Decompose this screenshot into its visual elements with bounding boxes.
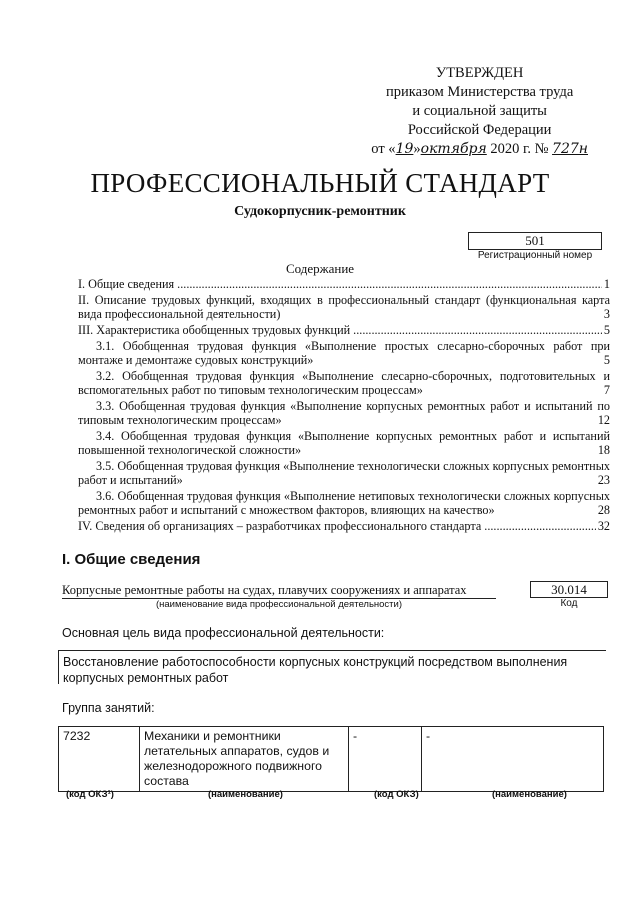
col-label-code2: (код ОКЗ) (374, 789, 419, 800)
col-label-name2: (наименование) (492, 789, 567, 800)
registration-number: 501 (468, 232, 602, 250)
toc-item[interactable]: I. Общие сведения ..... 1 (78, 277, 610, 291)
document-title: ПРОФЕССИОНАЛЬНЫЙ СТАНДАРТ (90, 168, 550, 198)
occupation-table (58, 726, 604, 792)
table-of-contents (78, 277, 610, 535)
goal-text: Восстановление работоспособности корпусных конструкций посредством выполнения корпусных ремонтных работ (58, 650, 606, 684)
col-label-name: (наименование) (208, 789, 283, 800)
toc-item-text: 3.5. Обобщенная трудовая функция «Выполнение технологически сложных корпусных ремонтных работ и испытаний» (78, 459, 610, 488)
toc-heading: Содержание (285, 261, 355, 276)
toc-item[interactable] (78, 429, 610, 458)
date-year: 2020 г. № (486, 141, 553, 157)
toc-item-text: 3.1. Обобщенная трудовая функция «Выполнение простых слесарно-сборочных работ при монтаже и демонтаже судовых конструкций» (78, 338, 610, 367)
toc-item-text: 3.3. Обобщенная трудовая функция «Выполнение корпусных ремонтных работ и испытаний по типовым технологическим процессам» (78, 398, 610, 428)
approval-line: приказом Министерства труда (385, 84, 574, 100)
toc-page-number: 18 (597, 443, 610, 458)
toc-item[interactable]: IV. Сведения об организациях – разработчиках профессионального стандарта ..... 32 (78, 519, 610, 533)
toc-item-text: 3.4. Обобщенная трудовая функция «Выполнение корпусных ремонтных работ и испытаний повышенной технологической сложности» (78, 428, 610, 458)
toc-item[interactable] (78, 339, 610, 368)
approval-heading: УТВЕРЖДЕН (435, 65, 524, 81)
toc-page-number: 32 (597, 519, 610, 534)
activity-code: 30.014 (530, 581, 608, 598)
date-prefix: от « (371, 141, 396, 157)
toc-item[interactable] (78, 489, 610, 518)
table-row (59, 727, 604, 792)
toc-item[interactable] (78, 293, 610, 322)
registration-label: Регистрационный номер (477, 250, 593, 261)
toc-page-number: 7 (603, 383, 610, 398)
occupation-name2-cell: - (422, 727, 604, 792)
section-title: I. Общие сведения (62, 551, 201, 568)
toc-item[interactable] (78, 369, 610, 398)
group-label: Группа занятий: (62, 701, 155, 715)
toc-item[interactable] (78, 459, 610, 488)
activity-kind-label: (наименование вида профессиональной деятельности) (155, 599, 403, 610)
toc-page-number: 12 (597, 413, 610, 428)
toc-page-number: 1 (603, 277, 610, 291)
approval-line: и социальной защиты (412, 103, 547, 119)
order-number: 727н (552, 141, 588, 157)
toc-item[interactable] (78, 399, 610, 428)
toc-page-number: 5 (603, 322, 610, 337)
okz-code2-cell: - (349, 727, 422, 792)
toc-page-number: 5 (603, 352, 610, 367)
okz-code-cell: 7232 (59, 727, 140, 792)
goal-label: Основная цель вида профессиональной деятельности: (62, 626, 385, 640)
date-quote: » (413, 141, 421, 157)
toc-item-text: 3.2. Обобщенная трудовая функция «Выполнение слесарно-сборочных, подготовительных и вспомогательных работ по типовым технологическим процессам» (78, 368, 610, 398)
date-day: 19 (395, 141, 414, 157)
toc-page-number: 23 (597, 473, 610, 488)
col-label-code: (код ОКЗ¹) (66, 789, 114, 800)
occupation-name-cell: Механики и ремонтники летательных аппаратов, судов и железнодорожного подвижного состава (140, 727, 349, 792)
activity-code-label: Код (560, 598, 578, 609)
date-month: октября (420, 141, 487, 157)
toc-page-number: 28 (597, 503, 610, 518)
toc-page-number: 3 (603, 307, 610, 322)
toc-item-text: 3.6. Обобщенная трудовая функция «Выполнение нетиповых технологически сложных корпусных ремонтных работ и испытаний с множеством факторов, влияющих на качество» (78, 489, 610, 518)
activity-kind: Корпусные ремонтные работы на судах, плавучих сооружениях и аппаратах (62, 583, 496, 599)
document-subtitle: Судокорпусник-ремонтник (234, 204, 406, 219)
toc-item-text: II. Описание трудовых функций, входящих в профессиональный стандарт (функциональная карта вида профессиональной деятельности) (78, 292, 610, 322)
approval-line: Российской Федерации (407, 122, 552, 138)
approval-stamp (371, 64, 588, 159)
toc-item[interactable]: III. Характеристика обобщенных трудовых функций ..... 5 (78, 323, 610, 337)
approval-date-line (371, 140, 588, 159)
